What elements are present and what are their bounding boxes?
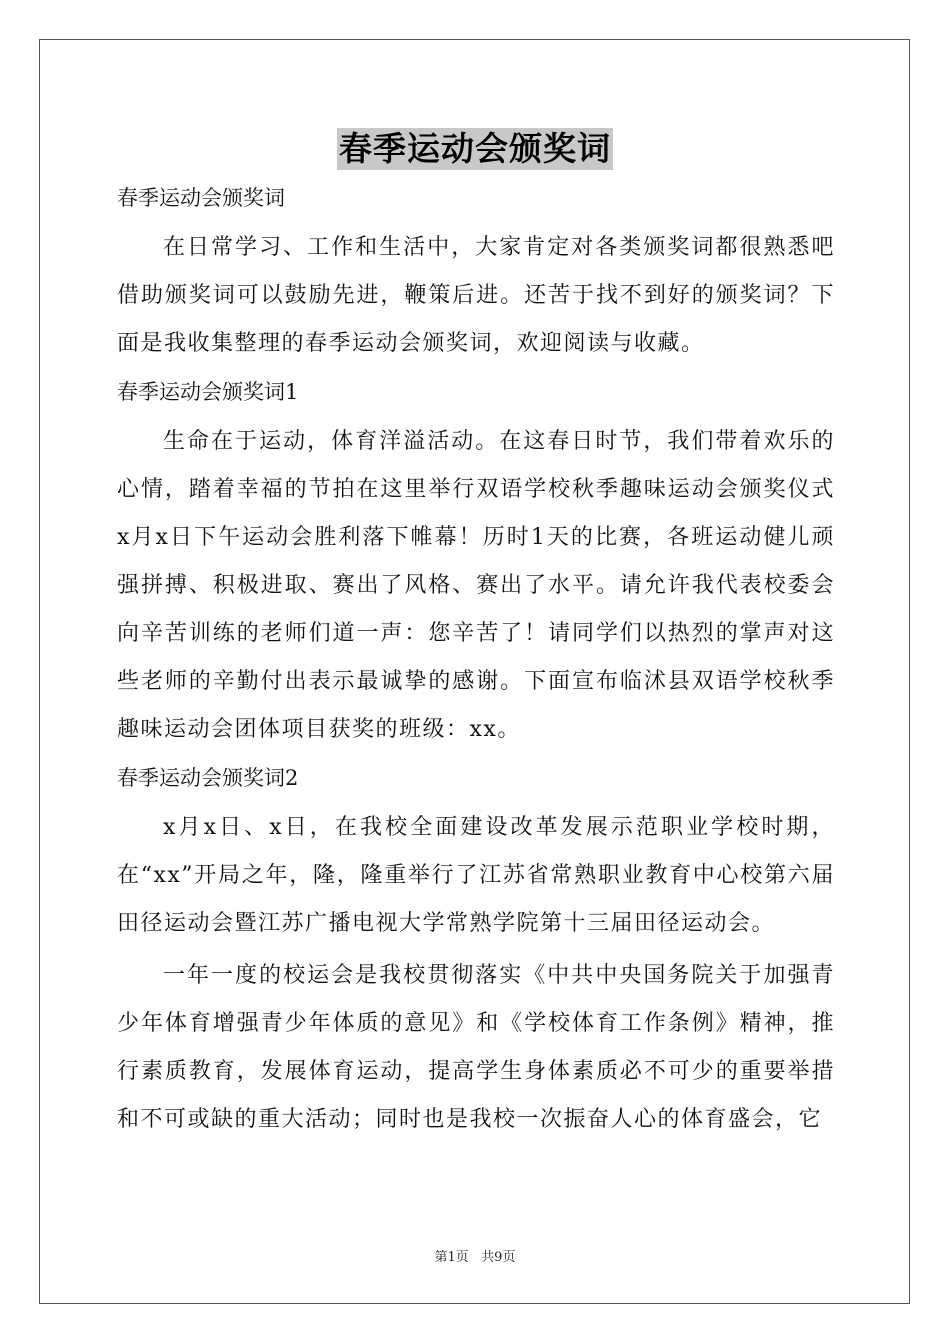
- title-container: [0, 128, 950, 170]
- intro-paragraph: 在日常学习、工作和生活中，大家肯定对各类颁奖词都很熟悉吧借助颁奖词可以鼓励先进，鞭策后进。还苦于找不到好的颁奖词？下面是我收集整理的春季运动会颁奖词，欢迎阅读与收藏。: [117, 235, 835, 356]
- section-heading-2: 春季运动会颁奖词2: [117, 766, 299, 790]
- section-2-paragraph-1: x月x日、x日，在我校全面建设改革发展示范职业学校时期，在“xx”开局之年，隆，隆重举行了江苏省常熟职业教育中心校第六届田径运动会暨江苏广播电视大学常熟学院第十三届田径运动会。: [117, 815, 835, 936]
- section-1-paragraph-1: 生命在于运动，体育洋溢活动。在这春日时节，我们带着欢乐的心情，踏着幸福的节拍在这里举行双语学校秋季趣味运动会颁奖仪式x月x日下午运动会胜利落下帷幕！历时1天的比赛，各班运动健儿顽强拼搏、积极进取、赛出了风格、赛出了水平。请允许我代表校委会向辛苦训练的老师们道一声：您辛苦了！请同学们以热烈的掌声对这些老师的辛勤付出表示最诚挚的感谢。下面宣布临沭县双语学校秋季趣味运动会团体项目获奖的班级：xx。: [117, 429, 835, 742]
- document-body: [117, 178, 835, 1148]
- section-2-paragraph-2: 一年一度的校运会是我校贯彻落实《中共中央国务院关于加强青少年体育增强青少年体质的意见》和《学校体育工作条例》精神，推行素质教育，发展体育运动，提高学生身体素质必不可少的重要举措和不可或缺的重大活动；同时也是我校一次振奋人心的体育盛会，它: [117, 963, 835, 1132]
- document-subtitle: 春季运动会颁奖词: [117, 186, 285, 210]
- section-heading-1: 春季运动会颁奖词1: [117, 380, 299, 404]
- page-number-footer: 第1页 共9页: [434, 1250, 516, 1265]
- document-title: 春季运动会颁奖词: [339, 129, 611, 168]
